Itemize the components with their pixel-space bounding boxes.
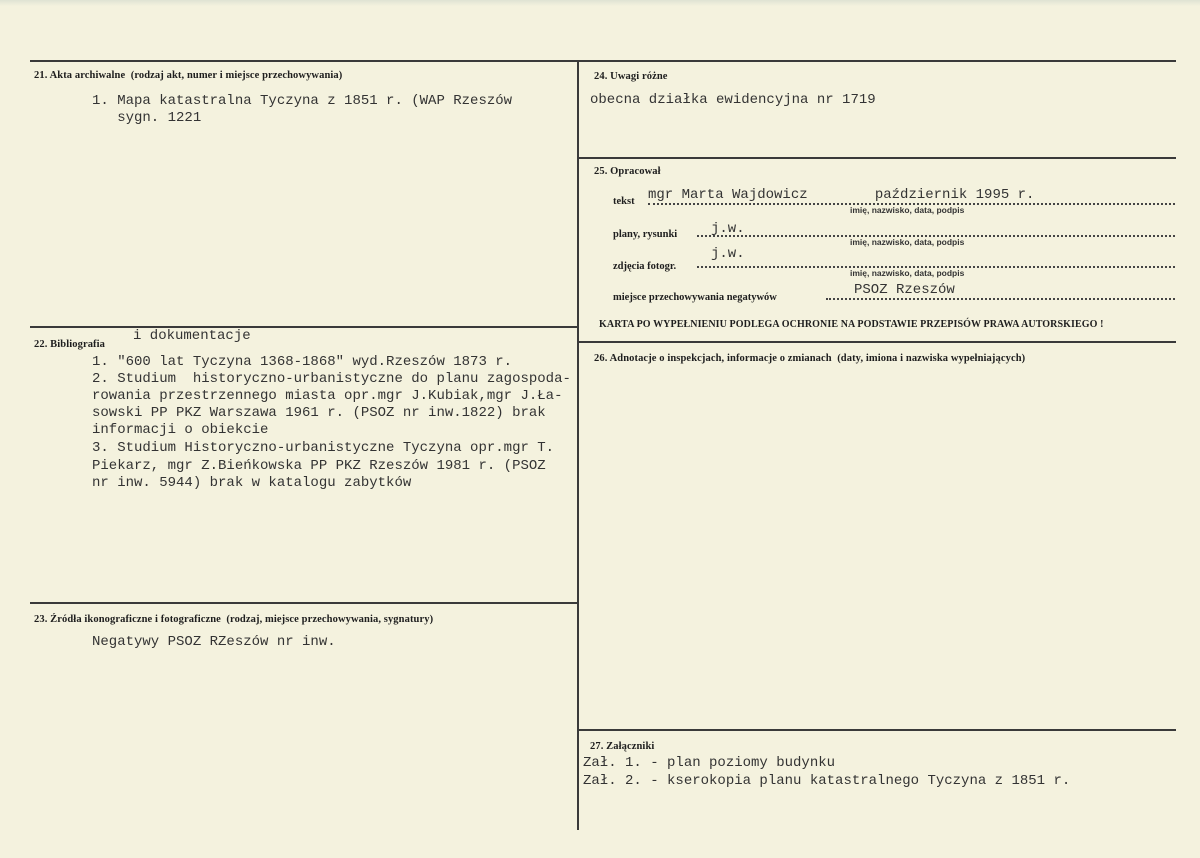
section-27-line-2: Zał. 2. - kserokopia planu katastralnego Tyczyna z 1851 r. bbox=[583, 773, 1071, 789]
section-22-line-5: informacji o obiekcie bbox=[92, 422, 269, 438]
section-21-line-1: 1. Mapa katastralna Tyczyna z 1851 r. (WAP Rzeszów bbox=[92, 93, 513, 109]
section-21-sublabel: (rodzaj akt, numer i miejsce przechowywania) bbox=[130, 70, 343, 81]
section-22-line-3: rowania przestrzennego miasta opr.mgr J.Kubiak,mgr J.Ła- bbox=[92, 388, 563, 404]
row-plany-hint: imię, nazwisko, data, podpis bbox=[850, 237, 965, 247]
section-23-title: 23. Źródła ikonograficzne i fotograficzne bbox=[34, 614, 221, 625]
rule-above-25 bbox=[578, 157, 1176, 159]
section-22-line-7: Piekarz, mgr Z.Bieńkowska PP PKZ Rzeszów 1981 r. (PSOZ bbox=[92, 458, 546, 474]
center-divider bbox=[577, 60, 579, 830]
section-22-line-2: 2. Studium historyczno-urbanistyczne do planu zagospoda- bbox=[92, 371, 571, 387]
section-21-title: 21. Akta archiwalne bbox=[34, 70, 126, 81]
row-zdjecia-hint: imię, nazwisko, data, podpis bbox=[850, 268, 965, 278]
row-tekst-label: tekst bbox=[613, 196, 635, 207]
section-25-label: 25. Opracował bbox=[594, 166, 661, 177]
row-tekst-hint: imię, nazwisko, data, podpis bbox=[850, 205, 965, 215]
section-23-label bbox=[34, 614, 433, 625]
section-26-label bbox=[594, 353, 1025, 364]
section-26-sublabel: (daty, imiona i nazwiska wypełniających) bbox=[837, 353, 1026, 364]
section-22-line-4: sowski PP PKZ Warszawa 1961 r. (PSOZ nr inw.1822) brak bbox=[92, 405, 546, 421]
row-negatywy-value: PSOZ Rzeszów bbox=[854, 282, 955, 298]
rule-above-23 bbox=[30, 602, 578, 604]
top-rule bbox=[30, 60, 1176, 62]
section-23-sublabel: (rodzaj, miejsce przechowywania, sygnatury) bbox=[226, 614, 434, 625]
section-22-line-6: 3. Studium Historyczno-urbanistyczne Tyczyna opr.mgr T. bbox=[92, 440, 555, 456]
row-negatywy-label: miejsce przechowywania negatywów bbox=[613, 292, 777, 303]
section-24-label: 24. Uwagi różne bbox=[594, 71, 668, 82]
row-plany-value: j.w. bbox=[711, 221, 745, 237]
rule-above-27 bbox=[578, 729, 1176, 731]
row-tekst-value: mgr Marta Wajdowicz październik 1995 r. bbox=[648, 187, 1035, 203]
section-22-label: 22. Bibliografia bbox=[34, 339, 106, 350]
rule-above-22 bbox=[30, 326, 578, 328]
section-21-line-2: sygn. 1221 bbox=[92, 110, 202, 126]
row-zdjecia-value: j.w. bbox=[711, 246, 745, 262]
rule-above-26 bbox=[578, 341, 1176, 343]
row-plany-label: plany, rysunki bbox=[613, 229, 678, 240]
section-26-title: 26. Adnotacje o inspekcjach, informacje o zmianach bbox=[594, 353, 832, 364]
section-27-label: 27. Załączniki bbox=[590, 741, 655, 752]
section-22-line-8: nr inw. 5944) brak w katalogu zabytków bbox=[92, 475, 412, 491]
card-top-edge bbox=[0, 0, 1200, 6]
section-21-label bbox=[34, 70, 342, 81]
section-23-line-1: Negatywy PSOZ RZeszów nr inw. bbox=[92, 634, 336, 650]
section-22-addition: i dokumentacje bbox=[133, 328, 251, 344]
section-22-line-1: 1. "600 lat Tyczyna 1368-1868" wyd.Rzeszów 1873 r. bbox=[92, 354, 513, 370]
section-27-line-1: Zał. 1. - plan poziomy budynku bbox=[583, 755, 836, 771]
row-zdjecia-label: zdjęcia fotogr. bbox=[613, 261, 677, 272]
section-24-line-1: obecna działka ewidencyjna nr 1719 bbox=[590, 92, 876, 108]
copyright-notice: KARTA PO WYPEŁNIENIU PODLEGA OCHRONIE NA PODSTAWIE PRZEPISÓW PRAWA AUTORSKIEGO ! bbox=[599, 319, 1104, 330]
